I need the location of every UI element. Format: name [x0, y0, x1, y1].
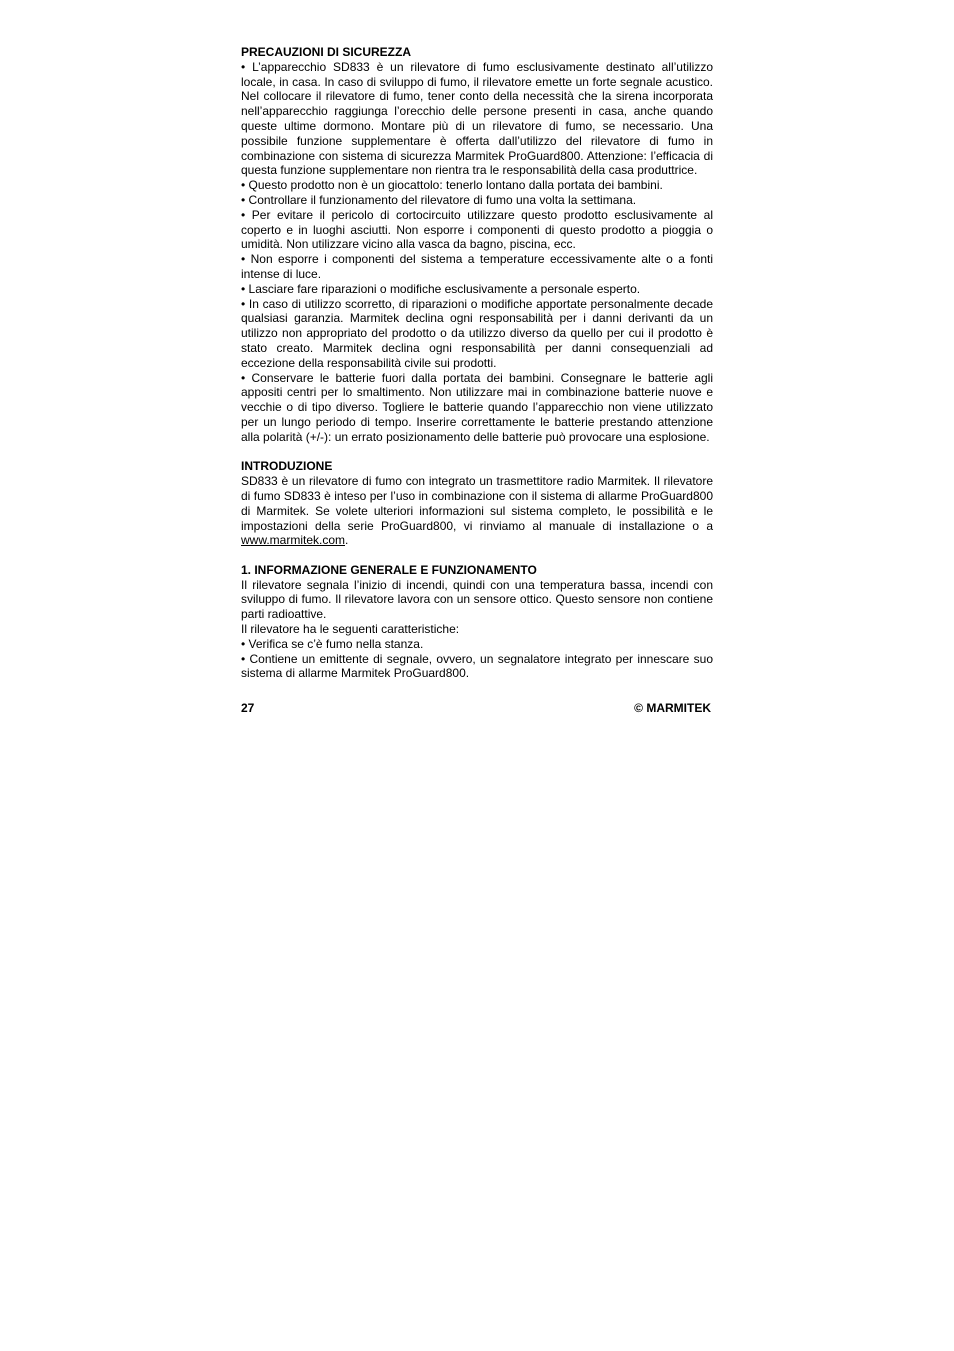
marmitek-website-link[interactable]: www.marmitek.com	[241, 533, 346, 548]
precautions-paragraph: • Lasciare fare riparazioni o modifiche esclusivamente a personale esperto.	[241, 281, 641, 296]
section-spacer	[241, 445, 713, 460]
introduction-text: SD833 è un rilevatore di fumo con integrato un trasmettitore radio Marmitek. Il rilevatore di fumo SD833 è inteso per l’uso in combinazione con il sistema di allarme ProGuard800 di Marmitek. Se volete ulteriori informazioni sul sistema completo, le possibilità e le impostazioni della serie ProGuard800, vi rinviamo al manuale di installazione o a	[241, 474, 713, 533]
page-number: 27	[241, 701, 255, 716]
precautions-paragraph: • Per evitare il pericolo di cortocircuito utilizzare questo prodotto esclusivamente al coperto e in luoghi asciutti. Non esporre i componenti di questo prodotto a pioggia o umidità. Non utilizzare vicino alla vasca da bagno, piscina, ecc.	[241, 207, 713, 252]
general-paragraph: • Contiene un emittente di segnale, ovvero, un segnalatore integrato per innescare suo sistema di allarme Marmitek ProGuard800.	[241, 651, 713, 681]
page-footer	[241, 701, 711, 716]
precautions-paragraph: • Controllare il funzionamento del rilevatore di fumo una volta la settimana.	[241, 192, 637, 207]
general-paragraph: Il rilevatore ha le seguenti caratteristiche:	[241, 622, 460, 637]
general-paragraph: • Verifica se c’è fumo nella stanza.	[241, 636, 424, 651]
introduction-text-end: .	[345, 533, 349, 548]
document-page	[241, 45, 713, 716]
section-spacer	[241, 548, 713, 563]
precautions-paragraph: • Questo prodotto non è un giocattolo: tenerlo lontano dalla portata dei bambini.	[241, 178, 663, 193]
introduction-heading: INTRODUZIONE	[241, 459, 333, 474]
precautions-heading: PRECAUZIONI DI SICUREZZA	[241, 45, 412, 59]
precautions-paragraph: • Non esporre i componenti del sistema a temperature eccessivamente alte o a fonti intense di luce.	[241, 252, 713, 281]
precautions-paragraph: • L’apparecchio SD833 è un rilevatore di fumo esclusivamente destinato all’utilizzo locale, in casa. In caso di sviluppo di fumo, il rilevatore emette un forte segnale acustico. Nel collocare il rilevatore di fumo, tener conto della necessità che la sirena incorporata nell’apparecchio raggiunga l’orecchio delle persone presenti in casa, anche quando queste ultime dormono. Montare più di un rilevatore di fumo, se necessario. Una possibile funzione supplementare è offerta dall’utilizzo del rilevatore di fumo in combinazione con sistema di sicurezza Marmitek ProGuard800. Attenzione: l’efficacia di questa funzione supplementare non rientra tra le responsabilità della casa produttrice.	[241, 59, 713, 178]
precautions-paragraph: • In caso di utilizzo scorretto, di riparazioni o modifiche apportate personalmente decade qualsiasi garanzia. Marmitek declina ogni responsabilità per i danni derivanti da un utilizzo non appropriato del prodotto o da utilizzo diverso da quello per cui il prodotto è stato creato. Marmitek declina ogni responsabilità per danni consequenziali ad eccezione della responsabilità civile sui prodotti.	[241, 296, 713, 370]
copyright-notice: © MARMITEK	[634, 701, 711, 716]
precautions-paragraph: • Conservare le batterie fuori dalla portata dei bambini. Consegnare le batterie agli appositi centri per lo smaltimento. Non utilizzare mai in combinazione batterie nuove e vecchie o di tipo diverso. Togliere le batterie quando l’apparecchio non viene utilizzato per un lungo periodo di tempo. Inserire correttamente le batterie prestando attenzione alla polarità (+/-): un errato posizionamento delle batterie può provocare una esplosione.	[241, 370, 713, 444]
introduction-paragraph	[241, 474, 713, 548]
general-paragraph: Il rilevatore segnala l’inizio di incendi, quindi con una temperatura bassa, incendi con sviluppo di fumo. Il rilevatore lavora con un sensore ottico. Questo sensore non contiene parti radioattive.	[241, 577, 713, 622]
general-heading: 1. INFORMAZIONE GENERALE E FUNZIONAMENTO	[241, 562, 537, 577]
